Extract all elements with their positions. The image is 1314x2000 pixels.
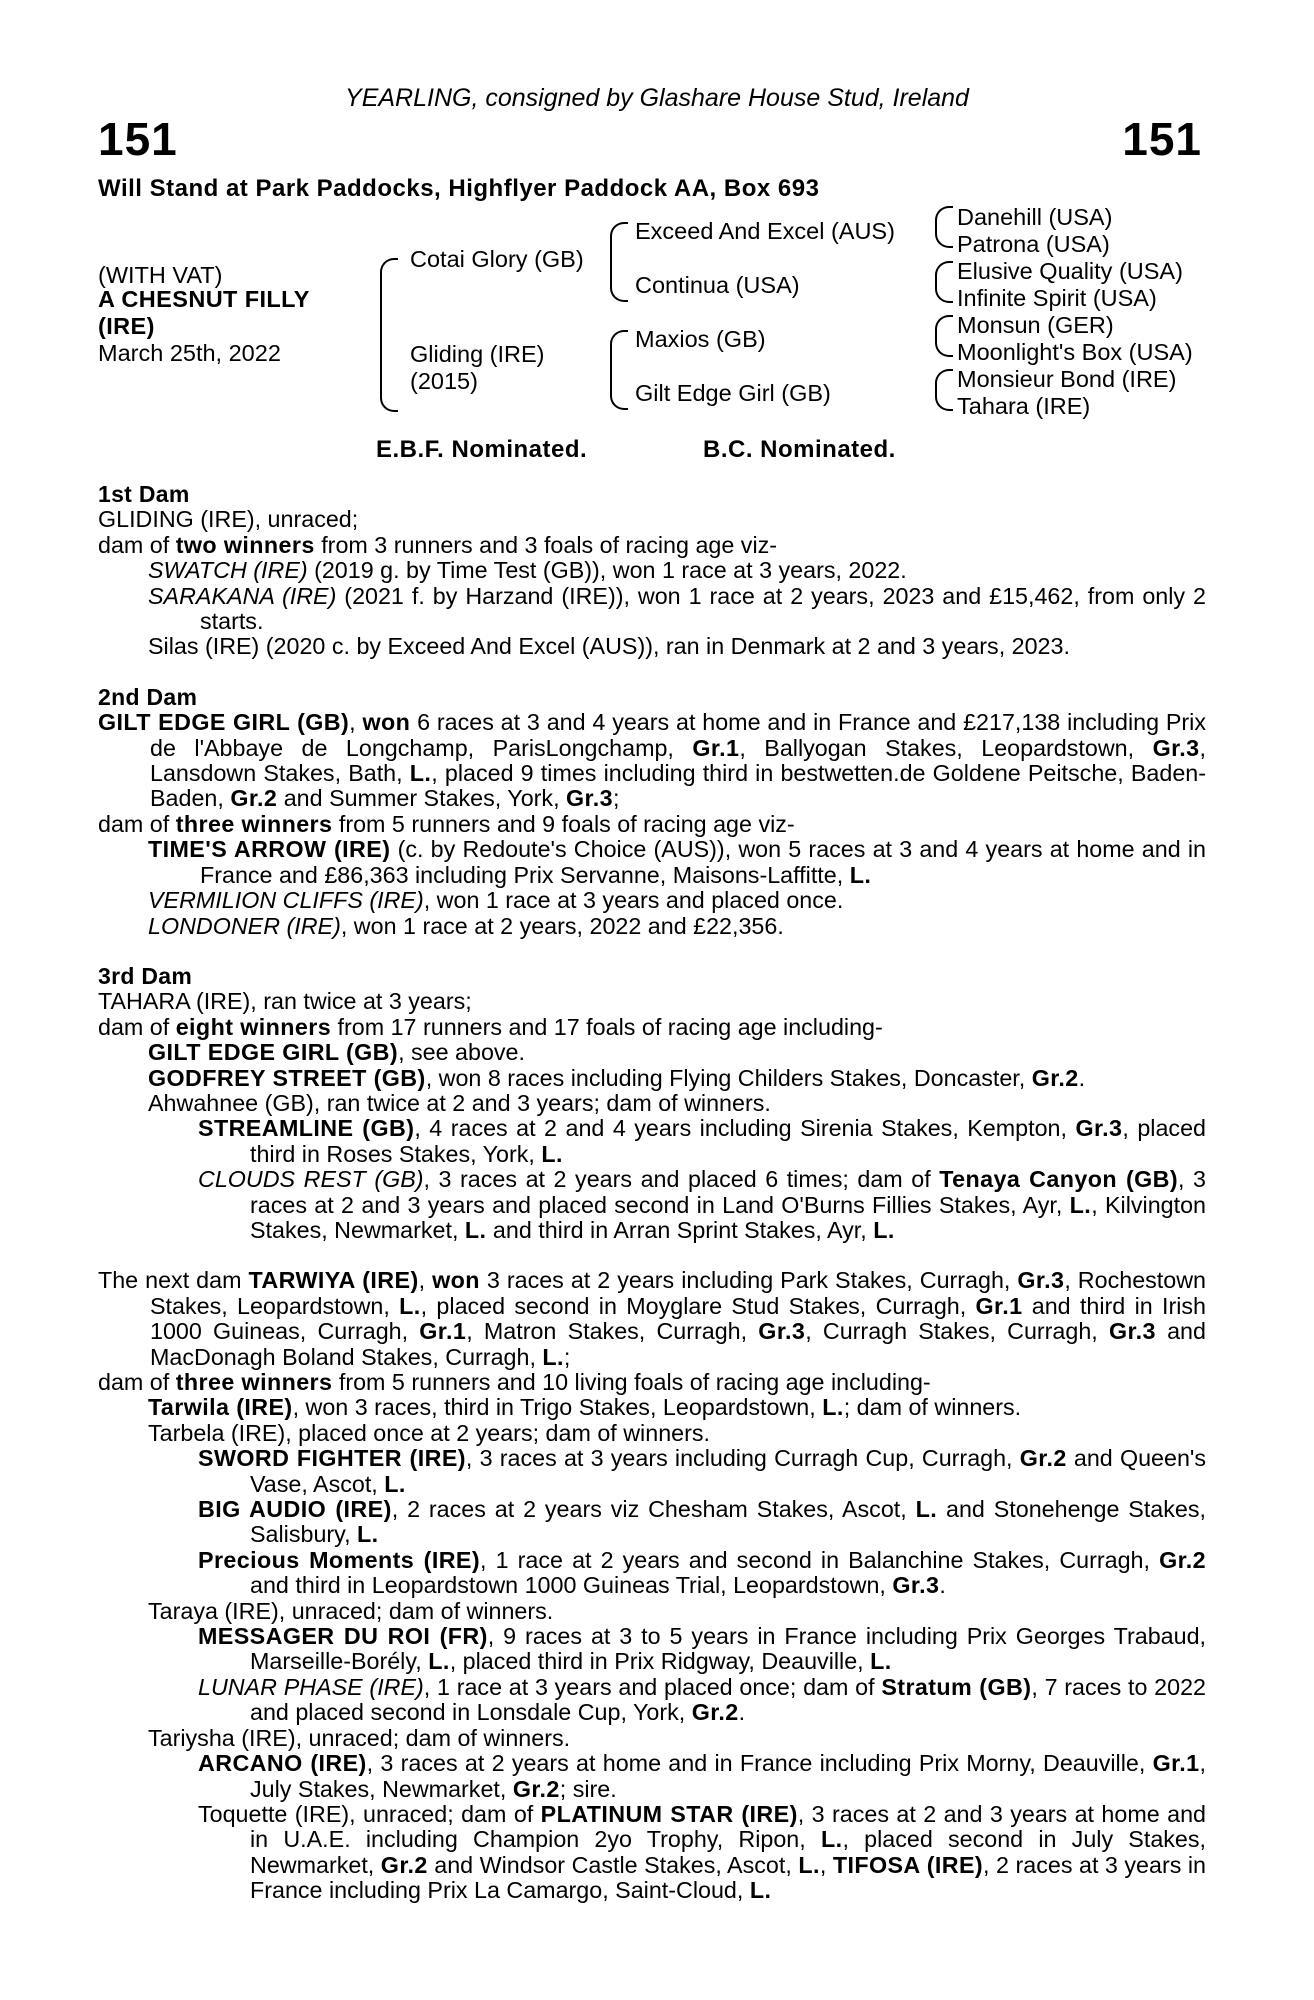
pedigree-dam-year: (2015)	[410, 368, 478, 394]
pedigree-sire: Cotai Glory (GB)	[410, 246, 584, 272]
pedigree-dam-sire: Maxios (GB)	[635, 326, 766, 352]
pedigree-ggs-4: Infinite Spirit (USA)	[957, 285, 1157, 311]
first-dam-line: GLIDING (IRE), unraced;	[98, 506, 359, 533]
produce-swatch: SWATCH (IRE) (2019 g. by Time Test (GB)), won 1 race at 3 years, 2022.	[148, 557, 907, 584]
first-dam-produce-line: dam of two winners from 3 runners and 3 foals of racing age viz-	[98, 531, 778, 558]
produce-tariysha: Tariysha (IRE), unraced; dam of winners.	[148, 1724, 571, 1751]
pedigree-ggs-1: Danehill (USA)	[957, 204, 1113, 230]
first-dam-section	[98, 482, 1206, 660]
produce-times-arrow: TIME'S ARROW (IRE) (c. by Redoute's Choice (AUS)), won 5 races at 3 and 4 years at home and in France and £86,363 including Prix Servanne, Maisons-Laffitte, L.	[148, 836, 1206, 888]
pedigree-dam-dam: Gilt Edge Girl (GB)	[635, 380, 831, 406]
pedigree-ggs-3: Elusive Quality (USA)	[957, 258, 1183, 284]
catalogue-body	[98, 482, 1206, 1904]
produce-sword-fighter: SWORD FIGHTER (IRE), 3 races at 3 years including Curragh Cup, Curragh, Gr.2 and Queen's Vase, Ascot, L.	[198, 1445, 1207, 1497]
lot-number-left: 151	[98, 113, 178, 165]
produce-taraya: Taraya (IRE), unraced; dam of winners.	[148, 1597, 554, 1624]
produce-arcano: ARCANO (IRE), 3 races at 2 years at home and in France including Prix Morny, Deauville, Gr.1, July Stakes, Newmarket, Gr.2; sire.	[198, 1750, 1206, 1802]
horse-country: (IRE)	[98, 313, 155, 339]
stand-location: Will Stand at Park Paddocks, Highflyer Paddock AA, Box 693	[98, 175, 820, 202]
produce-godfrey-street: GODFREY STREET (GB), won 8 races including Flying Childers Stakes, Doncaster, Gr.2.	[148, 1064, 1086, 1091]
pedigree-ggs-8: Tahara (IRE)	[957, 393, 1091, 419]
produce-sarakana: SARAKANA (IRE) (2021 f. by Harzand (IRE)), won 1 race at 2 years, 2023 and £15,462, from only 2 starts.	[148, 582, 1207, 635]
pedigree-ggs-7: Monsieur Bond (IRE)	[957, 366, 1177, 392]
pedigree-brace-dam	[610, 330, 628, 410]
produce-tarwila: Tarwila (IRE), won 3 races, third in Trigo Stakes, Leopardstown, L.; dam of winners.	[148, 1394, 1022, 1421]
pedigree-ggs-2: Patrona (USA)	[957, 231, 1110, 257]
produce-clouds-rest: CLOUDS REST (GB), 3 races at 2 years and placed 6 times; dam of Tenaya Canyon (GB), 3 races at 2 and 3 years and placed second in Land O'Burns Fillies Stakes, Ayr, L., Kilvington Stakes, Newmarket, L. and third in Arran Sprint Stakes, Ayr, L.	[198, 1166, 1206, 1243]
horse-name: A CHESNUT FILLY	[98, 286, 310, 312]
produce-gilt-edge-girl: GILT EDGE GIRL (GB), see above.	[148, 1039, 525, 1066]
pedigree-ggs-5: Monsun (GER)	[957, 312, 1114, 338]
second-dam-heading: 2nd Dam	[98, 683, 198, 710]
produce-messager-du-roi: MESSAGER DU ROI (FR), 9 races at 3 to 5 years in France including Prix Georges Trabaud, Marseille-Borély, L., placed third in Prix Ridgway, Deauville, L.	[198, 1623, 1206, 1675]
produce-big-audio: BIG AUDIO (IRE), 2 races at 2 years viz Chesham Stakes, Ascot, L. and Stonehenge Stakes, Salisbury, L.	[198, 1496, 1206, 1548]
ebf-nomination: E.B.F. Nominated.	[376, 436, 588, 463]
produce-ahwahnee: Ahwahnee (GB), ran twice at 2 and 3 years; dam of winners.	[148, 1089, 771, 1116]
second-dam-produce-line: dam of three winners from 5 runners and 9 foals of racing age viz-	[98, 810, 795, 837]
third-dam-line: TAHARA (IRE), ran twice at 3 years;	[98, 988, 472, 1015]
pedigree-brace-g3	[935, 315, 953, 357]
pedigree-ggs-6: Moonlight's Box (USA)	[957, 339, 1193, 365]
produce-tarbela: Tarbela (IRE), placed once at 2 years; dam of winners.	[148, 1419, 710, 1446]
pedigree-brace-sire	[610, 222, 628, 302]
lot-number-right: 151	[1122, 113, 1202, 165]
consignment-subtitle: YEARLING, consigned by Glashare House Stud, Ireland	[345, 84, 969, 112]
next-dam-section	[98, 1268, 1206, 1903]
produce-lunar-phase: LUNAR PHASE (IRE), 1 race at 3 years and placed once; dam of Stratum (GB), 7 races to 2022 and placed second in Lonsdale Cup, York, Gr.2.	[198, 1673, 1207, 1726]
vat-note: (WITH VAT)	[98, 262, 223, 288]
produce-silas: Silas (IRE) (2020 c. by Exceed And Excel (AUS)), ran in Denmark at 2 and 3 years, 2023.	[148, 633, 1070, 660]
produce-precious-moments: Precious Moments (IRE), 1 race at 2 years and second in Balanchine Stakes, Curragh, Gr.2 and third in Leopardstown 1000 Guineas Trial, Leopardstown, Gr.3.	[198, 1546, 1206, 1599]
second-dam-section	[98, 685, 1206, 939]
pedigree-dam: Gliding (IRE)	[410, 341, 545, 367]
pedigree-sire-sire: Exceed And Excel (AUS)	[635, 218, 895, 244]
bc-nomination: B.C. Nominated.	[703, 436, 896, 463]
first-dam-heading: 1st Dam	[98, 481, 190, 507]
pedigree-brace-g2	[935, 261, 953, 303]
pedigree-sire-dam: Continua (USA)	[635, 272, 800, 298]
produce-vermilion-cliffs: VERMILION CLIFFS (IRE), won 1 race at 3 years and placed once.	[148, 887, 844, 914]
third-dam-section	[98, 964, 1206, 1243]
next-dam-record: The next dam TARWIYA (IRE), won 3 races at 2 years including Park Stakes, Curragh, Gr.3, Rochestown Stakes, Leopardstown, L., placed second in Moyglare Stud Stakes, Curragh, Gr.1 and third in Irish 1000 Guineas, Curragh, Gr.1, Matron Stakes, Curragh, Gr.3, Curragh Stakes, Curragh, Gr.3 and MacDonagh Boland Stakes, Curragh, L.;	[98, 1267, 1207, 1370]
pedigree-brace-g1	[935, 206, 953, 248]
produce-streamline: STREAMLINE (GB), 4 races at 2 and 4 years including Sirenia Stakes, Kempton, Gr.3, placed third in Roses Stakes, York, L.	[198, 1115, 1206, 1167]
second-dam-record: GILT EDGE GIRL (GB), won 6 races at 3 and 4 years at home and in France and £217,138 including Prix de l'Abbaye de Longchamp, ParisLongchamp, Gr.1, Ballyogan Stakes, Leopardstown, Gr.3, Lansdown Stakes, Bath, L., placed 9 times including third in bestwetten.de Goldene Peitsche, Baden-Baden, Gr.2 and Summer Stakes, York, Gr.3;	[98, 709, 1206, 812]
produce-toquette: Toquette (IRE), unraced; dam of PLATINUM STAR (IRE), 3 races at 2 and 3 years at home and in U.A.E. including Champion 2yo Trophy, Ripon, L., placed second in July Stakes, Newmarket, Gr.2 and Windsor Castle Stakes, Ascot, L., TIFOSA (IRE), 2 races at 3 years in France including Prix La Camargo, Saint-Cloud, L.	[198, 1800, 1207, 1904]
foaling-date: March 25th, 2022	[98, 340, 281, 366]
pedigree-brace-main	[380, 258, 398, 412]
third-dam-heading: 3rd Dam	[98, 962, 193, 989]
next-dam-produce-line: dam of three winners from 5 runners and 10 living foals of racing age including-	[98, 1369, 931, 1395]
pedigree-brace-g4	[935, 369, 953, 411]
third-dam-produce-line: dam of eight winners from 17 runners and 17 foals of racing age including-	[98, 1013, 883, 1040]
produce-londoner: LONDONER (IRE), won 1 race at 2 years, 2022 and £22,356.	[148, 912, 784, 939]
